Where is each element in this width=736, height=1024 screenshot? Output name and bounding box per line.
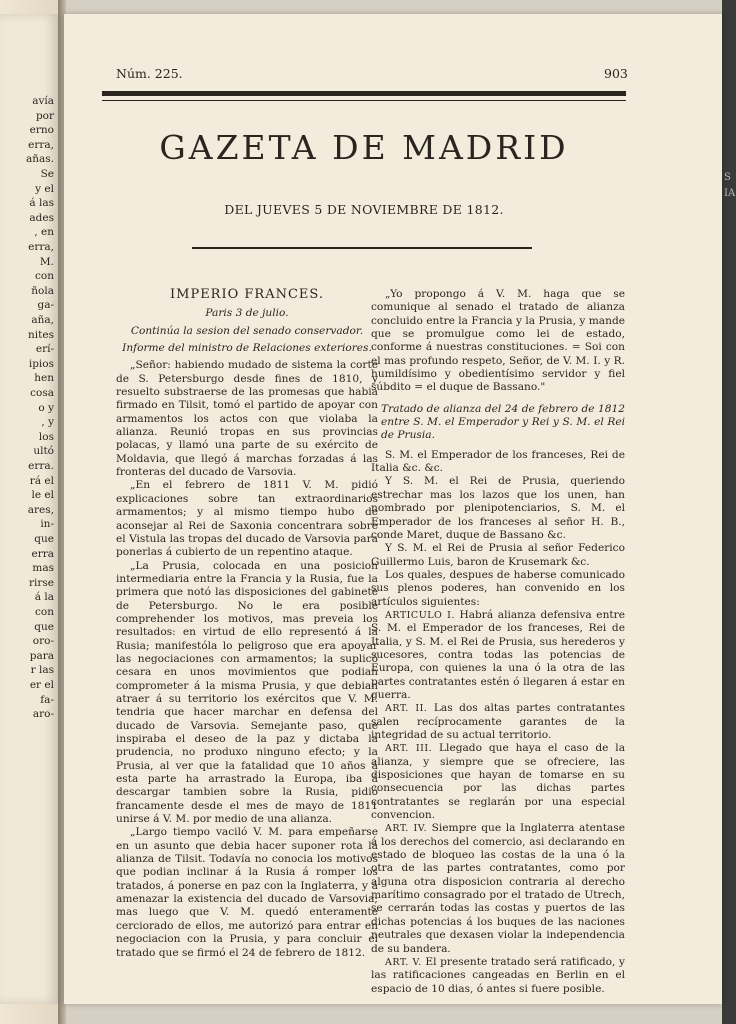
paragraph: Y S. M. el Rei de Prusia, queriendo estrechar mas los lazos que los unen, han nombrado por plenipotenciarios, S. M. el Emperador de los franceses al señor H. B., conde Maret, duque de Bassano &c. (371, 475, 625, 541)
article-label: ART. V. (385, 956, 422, 968)
masthead-divider (192, 247, 532, 249)
article-label: ART. II. (385, 703, 428, 715)
article (371, 956, 625, 996)
paragraph: „En el febrero de 1811 V. M. pidió explicaciones sobre tan extraordinarios armamentos; y al mismo tiempo hubo de aconsejar al Rei de Saxonia concentrara sobre el Vistula las tropas del ducado de Varsovia para ponerlas á cubierto de un repentino ataque. (116, 479, 378, 559)
facing-page-fragment: que (34, 620, 54, 633)
right-edge (722, 0, 736, 1024)
facing-page-fragment: erra. (28, 460, 54, 472)
paragraph: Y S. M. el Rei de Prusia al señor Federico Guillermo Luis, baron de Krusemark &c. (371, 542, 625, 568)
facing-page-fragment: oro- (32, 635, 54, 648)
facing-page-fragment: ades (29, 211, 54, 224)
right-column (371, 288, 625, 996)
facing-page-fragment: mas (32, 562, 54, 575)
facing-page-fragment: nites (28, 328, 54, 341)
facing-page-fragment: erra, (28, 241, 54, 253)
facing-page-fragment: aña, (31, 314, 54, 326)
right-edge-text: S (724, 172, 731, 183)
page-number: 903 (604, 66, 628, 81)
facing-page-fragment: á la (34, 591, 54, 604)
treaty-heading: Tratado de alianza del 24 de febrero de 1812 entre S. M. el Emperador y Rei y S. M. el Rei de Prusia. (381, 402, 625, 442)
facing-page-fragment: rá el (29, 474, 54, 487)
article (371, 822, 625, 955)
facing-page-fragment: á las (29, 197, 54, 210)
facing-page-fragment: ñola (31, 284, 54, 297)
facing-page-fragment: cosa (30, 387, 54, 399)
facing-page-fragment: le el (31, 489, 54, 502)
header-rule-thin (102, 100, 626, 101)
facing-page-fragment: , en (34, 226, 54, 239)
header-rule-thick (102, 91, 626, 96)
paragraph: „Señor: habiendo mudado de sistema la corte de S. Petersburgo desde fines de 1810, y resuelto substraerse de las promesas que habia firmado en Tilsit, tomó el partido de apoyar con armamentos los actos con que violaba la alianza. Reunió tropas en sus provincias polacas, y llamó una parte de su exército de Moldavia, que llegó á marchas forzadas á las fronteras del ducado de Varsovia. (116, 359, 378, 479)
facing-page-fragment: con (35, 270, 54, 283)
article-text: Llegado que haya el caso de la alianza, y siempre que se ofreciere, las disposiciones que hayan de tomarse en su consecuencia por las dichas partes contratantes se reglarán por una especial convencion. (371, 742, 626, 822)
article (371, 609, 625, 702)
facing-page-fragment: erra (31, 547, 54, 560)
paragraph: „Yo propongo á V. M. haga que se comunique al senado el tratado de alianza concluido entre la Francia y la Prusia, y mande que se promulgue como lei de estado, conforme á nuestras constituciones. = Soi con el mas profundo respeto, Señor, de V. M. I. y R. humildísimo y obedientísimo servidor y fiel súbdito = el duque de Bassano." (371, 288, 625, 394)
paragraph: „La Prusia, colocada en una posicion intermediaria entre la Francia y la Rusia, fue la primera que notó las disposiciones del gabinete de Petersburgo. No le era posible comprehender los motivos, mas preveia los resultados: en virtud de ello representó á la Rusia; manifestóla lo peligroso que era apoyar las negociaciones con armamentos; la suplicó cesara en unos movimientos que podian comprometer á la misma Prusia, y que debian atraer á su territorio los exércitos que V. M. tendria que hacer marchar en defensa del ducado de Varsovia. Semejante paso, que inspiraba el deseo de la paz y dictaba la prudencia, no produxo ninguno efecto; y la Prusia, al ver que la fatalidad que 10 años á esta parte ha arrastrado la Europa, iba á descargar tambien sobre la Rusia, pidió francamente desde el mes de mayo de 1811 unirse á V. M. por medio de una alianza. (116, 559, 378, 826)
article-text: Las dos altas partes contratantes salen recíprocamente garantes de la integridad de su actual territorio. (371, 702, 626, 741)
issue-number: Núm. 225. (116, 66, 183, 81)
facing-page-fragment: in- (40, 518, 54, 531)
paragraph: S. M. el Emperador de los franceses, Rei de Italia &c. &c. (371, 448, 625, 475)
facing-page-fragment: r las (30, 664, 54, 677)
facing-page-fragment: , y (41, 416, 54, 429)
facing-page-fragment: erra, (28, 138, 54, 151)
facing-page-fragment: o y (38, 401, 54, 414)
facing-page-fragment: ultó (33, 445, 54, 458)
facing-page-fragment: que (34, 533, 54, 545)
facing-page-fragment: para (29, 649, 54, 662)
facing-page-fragment: er el (29, 679, 54, 691)
facing-page-fragment: añas. (25, 153, 54, 166)
facing-page-fragment: M. (39, 255, 54, 268)
facing-page-left (0, 14, 59, 1004)
facing-page-fragment: ipios (28, 357, 54, 370)
facing-page-fragment: hen (34, 372, 54, 385)
facing-page-fragment: por (35, 109, 54, 122)
article (371, 702, 625, 742)
newspaper-page (64, 14, 722, 1004)
article-label: ARTICULO I. (385, 609, 455, 621)
article (371, 742, 625, 822)
article-text: Siempre que la Inglaterra atentase á los derechos del comercio, asi declarando en estado de bloqueo las costas de la una ó la otra de las partes contratantes, como por alguna otra disposicion contraria al derecho marítimo consagrado por el tratado de Utrech, se cerrarán todas las costas y puertos de las dichas potencias á los buques de las naciones neutrales que dexasen violar la independencia de su bandera. (371, 822, 625, 955)
facing-page-fragment: y el (35, 182, 54, 195)
subheading: Informe del ministro de Relaciones exteriores. (122, 342, 372, 355)
facing-page-fragment: los (38, 430, 54, 443)
facing-page-fragment: erno (29, 124, 54, 137)
issue-date: DEL JUEVES 5 DE NOVIEMBRE DE 1812. (224, 202, 504, 217)
facing-page-fragment: con (35, 606, 54, 618)
paragraph: „Largo tiempo vaciló V. M. para empeñarse en un asunto que debia hacer suponer rota la alianza de Tilsit. Todavía no conocia los motivos que podian inclinar á la Rusia á romper los tratados, á ponerse en paz con la Inglaterra, y á amenazar la existencia del ducado de Varsovia; mas luego que V. M. quedó enteramente cerciorado de ellos, me autorizó para entrar en negociacion con la Prusia, y para concluir el tratado que se firmó el 24 de febrero de 1812. (116, 826, 378, 959)
paragraph: Los quales, despues de haberse comunicado sus plenos poderes, han convenido en los artículos siguientes: (371, 568, 625, 608)
facing-page-fragment: avía (32, 95, 54, 107)
article-text: El presente tratado será ratificado, y las ratificaciones cangeadas en Berlin en el espacio de 10 dias, ó antes si fuere posible. (371, 955, 625, 995)
right-edge-text: IA (724, 188, 736, 199)
section-heading: IMPERIO FRANCES. (170, 287, 324, 302)
left-column (116, 288, 378, 960)
facing-page-fragment: ares, (27, 503, 54, 516)
facing-page-fragment: fa- (40, 693, 54, 706)
facing-page-fragment: ga- (37, 299, 54, 312)
article-text: Habrá alianza defensiva entre S. M. el Emperador de los franceses, Rei de Italia, y S. M. el Rei de Prusia, sus herederos y sucesores, contra todas las potencias de Europa, con quienes la una ó la otra de las partes contratantes estén ó llegaren á estar en guerra. (371, 608, 625, 701)
facing-page-fragment: rirse (29, 576, 54, 589)
subheading: Continúa la sesion del senado conservador. (130, 324, 364, 337)
masthead-title: GAZETA DE MADRID (159, 128, 569, 167)
facing-page-fragment: erí- (35, 343, 54, 356)
facing-page-fragment: aro- (32, 708, 54, 721)
article-label: ART. III. (385, 743, 433, 755)
article-label: ART. IV. (385, 823, 428, 835)
dateline: Paris 3 de julio. (205, 307, 289, 320)
facing-page-fragment: Se (40, 168, 54, 180)
